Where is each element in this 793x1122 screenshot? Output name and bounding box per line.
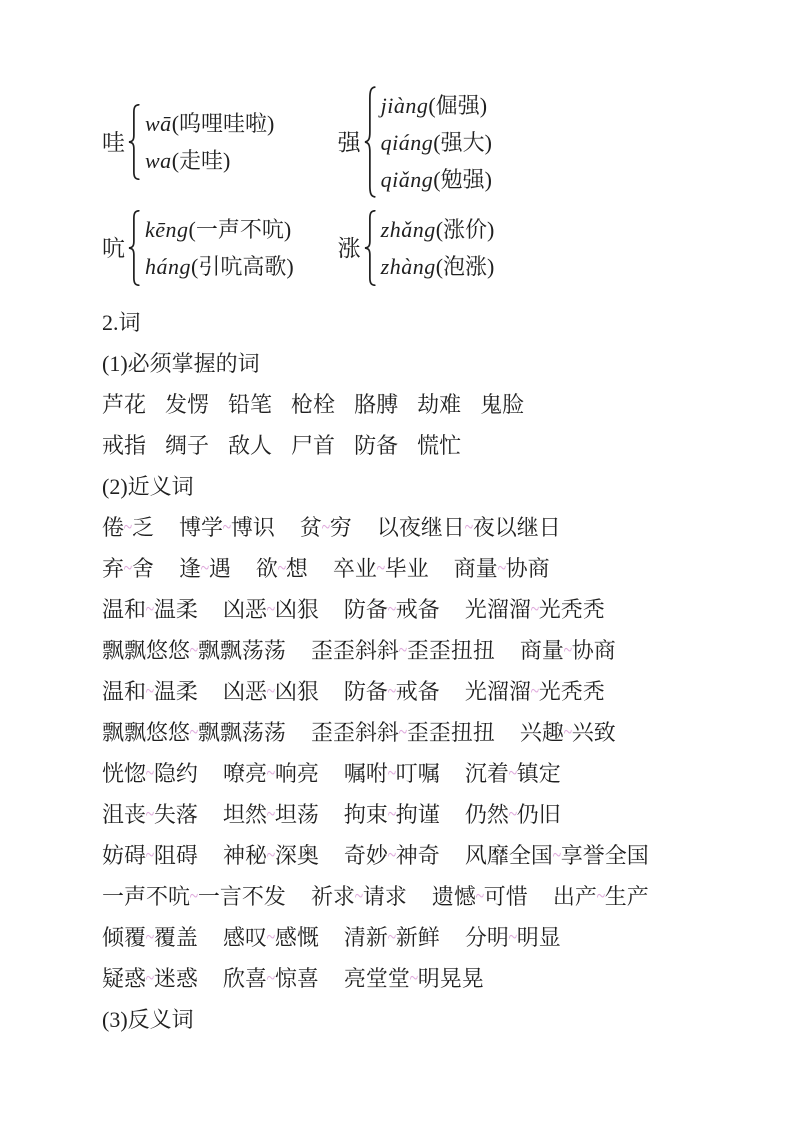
- word: 凶狠: [274, 679, 319, 704]
- word: 商量: [519, 638, 564, 663]
- pinyin-text: qiǎng: [380, 166, 434, 192]
- word: 清新: [343, 925, 388, 950]
- tilde-connector: ~: [398, 637, 408, 662]
- tilde-connector: ~: [145, 678, 155, 703]
- tilde-connector: ~: [189, 637, 199, 662]
- pinyin-text: zhàng: [380, 254, 436, 279]
- antonyms-heading: (3)反义词: [102, 1007, 194, 1032]
- pinyin-text: kēng: [145, 217, 189, 242]
- synonym-pair: [102, 843, 198, 868]
- polyphonic-character: 涨: [337, 235, 361, 261]
- tilde-connector: ~: [508, 801, 518, 826]
- synonym-pair: [102, 597, 198, 622]
- synonym-line: [102, 958, 743, 999]
- left-curly-brace-icon: [362, 210, 377, 286]
- reading: [145, 248, 294, 285]
- word: 隐约: [153, 761, 198, 786]
- synonym-pair: [520, 638, 616, 663]
- word: 歪歪斜斜: [310, 720, 399, 745]
- word: 尸首: [291, 433, 336, 458]
- word: 一声不吭: [102, 884, 191, 909]
- synonym-pair: [102, 802, 198, 827]
- word: 飘飘悠悠: [102, 720, 191, 745]
- word: 感慨: [274, 925, 319, 950]
- must-master-word-list: [102, 384, 743, 466]
- word: 感叹: [222, 925, 267, 950]
- word: 欲: [255, 556, 278, 581]
- example-word: (倔强): [428, 92, 488, 118]
- synonym-pair: [102, 720, 286, 745]
- word: 防备: [354, 433, 399, 458]
- word: 穷: [329, 515, 352, 540]
- synonym-pair-list: [102, 507, 743, 999]
- word: 叮嘱: [395, 761, 440, 786]
- word: 遗憾: [431, 884, 476, 909]
- tilde-connector: ~: [266, 678, 276, 703]
- word: 分明: [464, 925, 509, 950]
- word: 敌人: [228, 433, 273, 458]
- tilde-connector: ~: [530, 678, 540, 703]
- reading: [381, 161, 492, 198]
- word: 温柔: [153, 597, 198, 622]
- readings-list: [381, 87, 492, 198]
- word: 风靡全国: [464, 843, 553, 868]
- word: 弃: [102, 556, 125, 581]
- word: 凶恶: [222, 679, 267, 704]
- tilde-connector: ~: [145, 760, 155, 785]
- reading: [381, 87, 492, 124]
- word: 协商: [571, 638, 616, 663]
- word: 沉着: [464, 761, 509, 786]
- pinyin-text: háng: [145, 254, 191, 279]
- word: 光秃秃: [538, 679, 605, 704]
- synonym-pair: [102, 638, 286, 663]
- word: 兴致: [571, 720, 616, 745]
- word: 逢: [178, 556, 201, 581]
- word: 舍: [131, 556, 154, 581]
- polyphonic-characters-section: [102, 86, 743, 286]
- word: 明显: [516, 925, 561, 950]
- tilde-connector: ~: [145, 842, 155, 867]
- polyphonic-group-4: [338, 210, 495, 286]
- word: 胳膊: [354, 392, 399, 417]
- word: 享誉全国: [560, 843, 649, 868]
- word: 博学: [178, 515, 223, 540]
- reading: [381, 211, 495, 248]
- reading: [145, 105, 274, 142]
- readings-list: [145, 211, 294, 285]
- pinyin-text: jiàng: [380, 92, 429, 118]
- tilde-connector: ~: [222, 514, 232, 539]
- tilde-connector: ~: [145, 596, 155, 621]
- synonym-pair: [102, 556, 154, 581]
- tilde-connector: ~: [189, 883, 199, 908]
- word: 歪歪斜斜: [310, 638, 399, 663]
- synonym-line: [102, 507, 743, 548]
- synonym-line: [102, 876, 743, 917]
- word: 坦然: [222, 802, 267, 827]
- synonym-line: [102, 589, 743, 630]
- word: 倾覆: [102, 925, 147, 950]
- word: 枪栓: [291, 392, 336, 417]
- tilde-connector: ~: [387, 801, 397, 826]
- synonym-pair: [465, 925, 561, 950]
- word: 以夜继日: [376, 515, 465, 540]
- synonym-pair: [553, 884, 649, 909]
- word: 嘱咐: [343, 761, 388, 786]
- word: 仍然: [464, 802, 509, 827]
- tilde-connector: ~: [321, 514, 331, 539]
- synonym-line: [102, 917, 743, 958]
- synonym-pair: [344, 802, 440, 827]
- polyphonic-group-1: [102, 86, 294, 198]
- tilde-connector: ~: [277, 555, 287, 580]
- word-line: [102, 425, 743, 466]
- synonym-pair: [344, 966, 484, 991]
- tilde-connector: ~: [387, 842, 397, 867]
- pinyin-text: wā: [145, 111, 172, 136]
- word: 博识: [230, 515, 275, 540]
- word: 倦: [102, 515, 125, 540]
- reading: [381, 124, 492, 161]
- word: 嘹亮: [222, 761, 267, 786]
- word: 兴趣: [519, 720, 564, 745]
- tilde-connector: ~: [508, 760, 518, 785]
- word: 光秃秃: [538, 597, 605, 622]
- word: 坦荡: [274, 802, 319, 827]
- example-word: (强大): [433, 129, 492, 155]
- synonyms-heading: (2)近义词: [102, 474, 194, 499]
- pinyin-text: qiáng: [380, 129, 434, 155]
- tilde-connector: ~: [475, 883, 485, 908]
- synonym-pair: [179, 556, 231, 581]
- synonym-pair: [465, 802, 561, 827]
- word: 深奥: [274, 843, 319, 868]
- word: 协商: [505, 556, 550, 581]
- synonym-pair: [465, 843, 649, 868]
- tilde-connector: ~: [123, 514, 133, 539]
- synonym-pair: [102, 884, 286, 909]
- tilde-connector: ~: [464, 514, 474, 539]
- word: 防备: [343, 597, 388, 622]
- polyphonic-group-2: [338, 86, 495, 198]
- left-curly-brace-icon: [362, 86, 377, 198]
- polyphonic-character: 哇: [102, 129, 125, 155]
- synonym-pair: [223, 966, 319, 991]
- tilde-connector: ~: [387, 924, 397, 949]
- word: 拘谨: [395, 802, 440, 827]
- word-line: [102, 384, 743, 425]
- tilde-connector: ~: [563, 637, 573, 662]
- synonym-pair: [377, 515, 561, 540]
- word: 绸子: [165, 433, 210, 458]
- tilde-connector: ~: [552, 842, 562, 867]
- synonym-line: [102, 630, 743, 671]
- word: 凶恶: [222, 597, 267, 622]
- synonym-pair: [256, 556, 308, 581]
- tilde-connector: ~: [123, 555, 133, 580]
- polyphonic-character: 吭: [102, 235, 125, 261]
- left-curly-brace-icon: [126, 104, 141, 180]
- polyphonic-character: 强: [337, 129, 361, 155]
- synonym-pair: [102, 925, 198, 950]
- synonym-line: [102, 835, 743, 876]
- tilde-connector: ~: [387, 760, 397, 785]
- word: 歪歪扭扭: [406, 720, 495, 745]
- word: 沮丧: [102, 802, 147, 827]
- word: 光溜溜: [464, 597, 531, 622]
- word: 飘飘荡荡: [197, 720, 286, 745]
- tilde-connector: ~: [145, 801, 155, 826]
- tilde-connector: ~: [266, 842, 276, 867]
- word: 乏: [131, 515, 154, 540]
- tilde-connector: ~: [200, 555, 210, 580]
- tilde-connector: ~: [596, 883, 606, 908]
- reading: [381, 248, 495, 285]
- synonym-pair: [102, 679, 198, 704]
- words-section-heading: 2.词: [102, 310, 141, 335]
- word: 明晃晃: [417, 966, 484, 991]
- synonym-line: [102, 794, 743, 835]
- synonym-pair: [102, 966, 198, 991]
- tilde-connector: ~: [266, 801, 276, 826]
- word: 歪歪扭扭: [406, 638, 495, 663]
- word: 失落: [153, 802, 198, 827]
- synonym-pair: [311, 884, 407, 909]
- synonym-pair: [223, 925, 319, 950]
- reading: [145, 211, 294, 248]
- readings-list: [381, 211, 495, 285]
- word: 戒备: [395, 597, 440, 622]
- word: 贫: [299, 515, 322, 540]
- pinyin-text: wa: [145, 148, 172, 173]
- tilde-connector: ~: [530, 596, 540, 621]
- word: 芦花: [102, 392, 147, 417]
- tilde-connector: ~: [387, 678, 397, 703]
- synonym-pair: [344, 843, 440, 868]
- word: 戒指: [102, 433, 147, 458]
- word: 飘飘荡荡: [197, 638, 286, 663]
- word: 发愣: [165, 392, 210, 417]
- word: 温和: [102, 679, 147, 704]
- synonym-pair: [465, 761, 561, 786]
- word: 想: [285, 556, 308, 581]
- word: 奇妙: [343, 843, 388, 868]
- word: 妨碍: [102, 843, 147, 868]
- word: 遇: [208, 556, 231, 581]
- synonym-line: [102, 753, 743, 794]
- word: 祈求: [310, 884, 355, 909]
- tilde-connector: ~: [266, 760, 276, 785]
- word: 请求: [362, 884, 407, 909]
- synonym-pair: [344, 679, 440, 704]
- word: 拘束: [343, 802, 388, 827]
- word: 凶狠: [274, 597, 319, 622]
- tilde-connector: ~: [266, 924, 276, 949]
- word: 商量: [453, 556, 498, 581]
- word: 一言不发: [197, 884, 286, 909]
- synonym-pair: [102, 515, 154, 540]
- must-master-heading: (1)必须掌握的词: [102, 351, 260, 376]
- tilde-connector: ~: [189, 719, 199, 744]
- example-word: (涨价): [435, 217, 495, 242]
- word: 毕业: [384, 556, 429, 581]
- synonym-pair: [454, 556, 550, 581]
- synonym-pair: [344, 597, 440, 622]
- word: 惊喜: [274, 966, 319, 991]
- word: 新鲜: [395, 925, 440, 950]
- word: 鬼脸: [480, 392, 525, 417]
- word: 夜以继日: [472, 515, 561, 540]
- word: 铅笔: [228, 392, 273, 417]
- polyphonic-group-3: [102, 210, 294, 286]
- word: 响亮: [274, 761, 319, 786]
- word: 可惜: [483, 884, 528, 909]
- tilde-connector: ~: [266, 965, 276, 990]
- tilde-connector: ~: [376, 555, 386, 580]
- word: 疑惑: [102, 966, 147, 991]
- tilde-connector: ~: [563, 719, 573, 744]
- left-curly-brace-icon: [126, 210, 141, 286]
- synonym-pair: [344, 925, 440, 950]
- tilde-connector: ~: [354, 883, 364, 908]
- word: 生产: [604, 884, 649, 909]
- word: 戒备: [395, 679, 440, 704]
- tilde-connector: ~: [497, 555, 507, 580]
- synonym-pair: [223, 679, 319, 704]
- word: 覆盖: [153, 925, 198, 950]
- synonym-pair: [465, 597, 605, 622]
- word: 亮堂堂: [343, 966, 410, 991]
- synonym-pair: [432, 884, 528, 909]
- word: 镇定: [516, 761, 561, 786]
- word: 迷惑: [153, 966, 198, 991]
- synonym-pair: [520, 720, 616, 745]
- synonym-pair: [344, 761, 440, 786]
- word: 光溜溜: [464, 679, 531, 704]
- word: 出产: [552, 884, 597, 909]
- synonym-pair: [223, 843, 319, 868]
- word: 温和: [102, 597, 147, 622]
- word: 神奇: [395, 843, 440, 868]
- word: 欣喜: [222, 966, 267, 991]
- synonym-pair: [311, 720, 495, 745]
- word: 卒业: [332, 556, 377, 581]
- pinyin-text: zhǎng: [380, 217, 436, 242]
- tilde-connector: ~: [145, 965, 155, 990]
- synonym-pair: [333, 556, 429, 581]
- word: 劫难: [417, 392, 462, 417]
- word: 恍惚: [102, 761, 147, 786]
- example-word: (泡涨): [435, 254, 495, 279]
- synonym-line: [102, 548, 743, 589]
- tilde-connector: ~: [409, 965, 419, 990]
- example-word: (引吭高歌): [191, 254, 294, 279]
- readings-list: [145, 105, 274, 179]
- synonym-pair: [223, 761, 319, 786]
- word: 神秘: [222, 843, 267, 868]
- tilde-connector: ~: [398, 719, 408, 744]
- example-word: (一声不吭): [188, 217, 292, 242]
- synonym-line: [102, 671, 743, 712]
- word: 防备: [343, 679, 388, 704]
- word: 飘飘悠悠: [102, 638, 191, 663]
- synonym-pair: [465, 679, 605, 704]
- synonym-pair: [311, 638, 495, 663]
- synonym-pair: [102, 761, 198, 786]
- word: 仍旧: [516, 802, 561, 827]
- example-word: (走哇): [171, 148, 231, 173]
- synonym-pair: [179, 515, 275, 540]
- synonym-pair: [300, 515, 352, 540]
- tilde-connector: ~: [266, 596, 276, 621]
- synonym-pair: [223, 802, 319, 827]
- word: 温柔: [153, 679, 198, 704]
- reading: [145, 142, 274, 179]
- synonym-line: [102, 712, 743, 753]
- tilde-connector: ~: [145, 924, 155, 949]
- example-word: (勉强): [433, 166, 492, 192]
- tilde-connector: ~: [387, 596, 397, 621]
- word: 慌忙: [417, 433, 462, 458]
- tilde-connector: ~: [508, 924, 518, 949]
- word: 阻碍: [153, 843, 198, 868]
- example-word: (呜哩哇啦): [171, 111, 275, 136]
- synonym-pair: [223, 597, 319, 622]
